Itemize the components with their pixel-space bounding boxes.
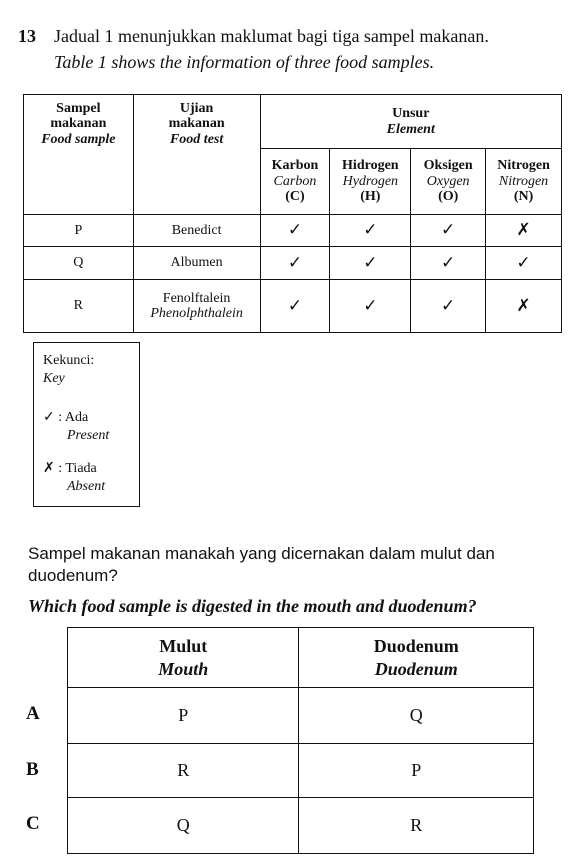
nitrogen-mark: ✓	[486, 247, 562, 280]
carbon-mark: ✓	[260, 215, 330, 247]
key-absent: ✗ : Tiada	[43, 461, 97, 476]
sample-label: P	[24, 215, 134, 247]
header-nitrogen: Nitrogen Nitrogen (N)	[486, 149, 562, 215]
question2-english: Which food sample is digested in the mouth and duodenum?	[28, 596, 477, 616]
option-label-c[interactable]: C	[26, 813, 40, 834]
header-food-sample: Sampel makanan Food sample	[24, 95, 134, 215]
nitrogen-mark: ✗	[486, 280, 562, 333]
key-present-english: Present	[67, 428, 110, 443]
header-oxygen: Oksigen Oxygen (O)	[411, 149, 486, 215]
hydrogen-mark: ✓	[330, 280, 411, 333]
key-title-english: Key	[43, 371, 65, 386]
hydrogen-mark: ✓	[330, 215, 411, 247]
question-intro-malay: Jadual 1 menunjukkan maklumat bagi tiga sampel makanan.	[54, 26, 489, 46]
option-b-duodenum: P	[299, 744, 534, 798]
question-number: 13	[18, 26, 36, 46]
hydrogen-mark: ✓	[330, 247, 411, 280]
carbon-mark: ✓	[260, 280, 330, 333]
oxygen-mark: ✓	[411, 280, 486, 333]
table-row	[24, 215, 562, 247]
key-present: ✓ : Ada	[43, 410, 89, 425]
option-row-c[interactable]	[68, 798, 534, 854]
food-test-name: Benedict	[133, 215, 260, 247]
cross-icon: ✗	[43, 461, 55, 476]
question-intro-english: Table 1 shows the information of three food samples.	[54, 52, 435, 72]
table-row	[24, 280, 562, 333]
food-test-name: Albumen	[133, 247, 260, 280]
key-absent-english: Absent	[67, 479, 106, 494]
option-a-duodenum: Q	[299, 688, 534, 744]
question2-malay: Sampel makanan manakah yang dicernakan dalam mulut dan duodenum?	[28, 544, 495, 585]
option-c-duodenum: R	[299, 798, 534, 854]
header-mouth: Mulut Mouth	[68, 628, 299, 688]
option-label-b[interactable]: B	[26, 759, 39, 780]
option-row-a[interactable]	[68, 688, 534, 744]
sample-label: Q	[24, 247, 134, 280]
header-element: Unsur Element	[260, 95, 561, 149]
header-hydrogen: Hidrogen Hydrogen (H)	[330, 149, 411, 215]
header-carbon: Karbon Carbon (C)	[260, 149, 330, 215]
option-row-b[interactable]	[68, 744, 534, 798]
key-title: Kekunci:	[43, 353, 95, 368]
nitrogen-mark: ✗	[486, 215, 562, 247]
food-test-name: Fenolftalein Phenolphthalein	[133, 280, 260, 333]
option-a-mouth: P	[68, 688, 299, 744]
answer-options-table	[67, 627, 534, 854]
oxygen-mark: ✓	[411, 247, 486, 280]
tick-icon: ✓	[43, 410, 55, 425]
option-b-mouth: R	[68, 744, 299, 798]
food-sample-table	[23, 94, 562, 333]
header-food-test: Ujian makanan Food test	[133, 95, 260, 215]
option-c-mouth: Q	[68, 798, 299, 854]
table-row	[24, 247, 562, 280]
oxygen-mark: ✓	[411, 215, 486, 247]
key-box	[33, 342, 140, 507]
carbon-mark: ✓	[260, 247, 330, 280]
header-duodenum: Duodenum Duodenum	[299, 628, 534, 688]
sample-label: R	[24, 280, 134, 333]
option-label-a[interactable]: A	[26, 703, 40, 724]
